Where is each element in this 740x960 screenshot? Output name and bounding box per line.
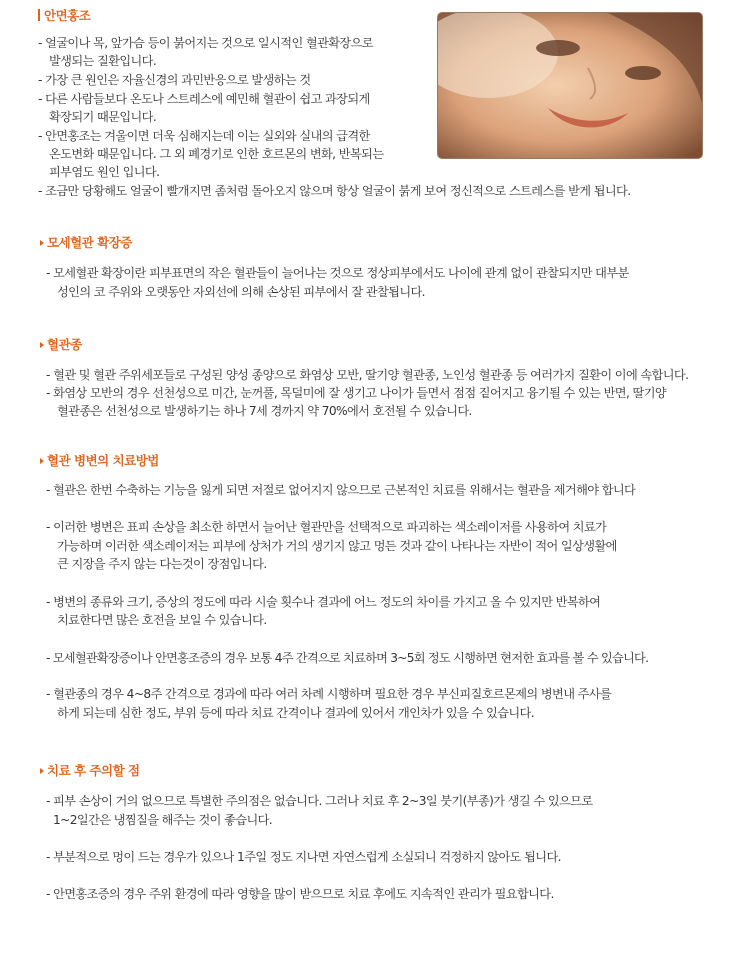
triangle-bullet-icon [40, 240, 44, 246]
text-line: 큰 지장을 주지 않는 다는것이 장점입니다. [57, 557, 267, 571]
section-title-aftercare: 치료 후 주의할 점 [40, 762, 140, 780]
text-line: - 가장 큰 원인은 자율신경의 과민반응으로 발생하는 것 [38, 73, 311, 87]
face-photo [437, 12, 703, 159]
text-line: - 병변의 종류와 크기, 증상의 정도에 따라 시술 횟수나 결과에 어느 정도의 차이를 가지고 올 수 있지만 반복하여 [46, 595, 601, 609]
triangle-bullet-icon [40, 342, 44, 348]
text-line: 온도변화 때문입니다. 그 외 폐경기로 인한 호르몬의 변화, 반복되는 [49, 147, 384, 161]
text-line: 혈관종은 선천성으로 발생하기는 하나 7세 경까지 약 70%에서 호전될 수 있습니다. [57, 404, 472, 418]
text-line: - 모세혈관 확장이란 피부표면의 작은 혈관들이 늘어나는 것으로 정상피부에서도 나이에 관계 없이 관찰되지만 대부분 [46, 266, 629, 280]
text-line: 치료한다면 많은 호전을 보일 수 있습니다. [57, 613, 267, 627]
section-title-telangiectasia: 모세혈관 확장증 [40, 234, 132, 252]
text-line: - 부분적으로 멍이 드는 경우가 있으나 1주일 정도 지나면 자연스럽게 소실되니 걱정하지 않아도 됩니다. [46, 850, 561, 864]
text-line: - 화염상 모반의 경우 선천성으로 미간, 눈꺼풀, 목덜미에 잘 생기고 나이가 들면서 점점 짙어지고 융기될 수 있는 반면, 딸기양 [46, 386, 667, 400]
text-line: - 안면홍조는 겨울이면 더욱 심해지는데 이는 실외와 실내의 급격한 [38, 129, 370, 143]
text-line: 피부염도 원인 입니다. [49, 165, 160, 179]
title-bar-marker [38, 9, 40, 21]
text-line: - 이러한 병변은 표피 손상을 최소한 하면서 늘어난 혈관만을 선택적으로 파괴하는 색소레이저를 사용하여 치료가 [46, 520, 607, 534]
text-line: - 조금만 당황해도 얼굴이 빨개지면 좀처럼 돌아오지 않으며 항상 얼굴이 붉게 보여 정신적으로 스트레스를 받게 됩니다. [38, 184, 631, 198]
text-line: - 혈관종의 경우 4~8주 간격으로 경과에 따라 여러 차례 시행하며 필요한 경우 부신피질호르몬제의 병변내 주사를 [46, 687, 612, 701]
triangle-bullet-icon [40, 768, 44, 774]
section-title-hemangioma: 혈관종 [40, 336, 82, 354]
text-line: - 얼굴이나 목, 앞가슴 등이 붉어지는 것으로 일시적인 혈관확장으로 [38, 36, 373, 50]
section-title-treatment: 혈관 병변의 치료방법 [40, 452, 159, 470]
text-line: - 혈관은 한번 수축하는 기능을 잃게 되면 저절로 없어지지 않으므로 근본적인 치료를 위해서는 혈관을 제거해야 합니다 [46, 483, 636, 497]
text-line: 확장되기 때문입니다. [49, 110, 157, 124]
text-line: 성인의 코 주위와 오랫동안 자외선에 의해 손상된 피부에서 잘 관찰됩니다. [57, 285, 425, 299]
text-line: - 피부 손상이 거의 없으므로 특별한 주의점은 없습니다. 그러나 치료 후 2~3일 붓기(부종)가 생길 수 있으므로 [46, 794, 593, 808]
text-line: 하게 되는데 심한 정도, 부위 등에 따라 치료 간격이나 결과에 있어서 개인차가 있을 수 있습니다. [57, 706, 534, 720]
text-line: 1~2일간은 냉찜질을 해주는 것이 좋습니다. [53, 813, 273, 827]
text-line: - 안면홍조증의 경우 주위 환경에 따라 영향을 많이 받으므로 치료 후에도 지속적인 관리가 필요합니다. [46, 887, 554, 901]
text-line: 가능하며 이러한 색소레이저는 피부에 상처가 거의 생기지 않고 멍든 것과 같이 나타나는 자반이 적어 일상생활에 [57, 539, 617, 553]
section-title-flushing: 안면홍조 [38, 7, 90, 25]
triangle-bullet-icon [40, 458, 44, 464]
text-line: - 혈관 및 혈관 주위세포들로 구성된 양성 종양으로 화염상 모반, 딸기양 혈관종, 노인성 혈관종 등 여러가지 질환이 이에 속합니다. [46, 368, 689, 382]
text-line: - 다른 사람들보다 온도나 스트레스에 예민해 혈관이 쉽고 과장되게 [38, 92, 370, 106]
text-line: - 모세혈관확장증이나 안면홍조증의 경우 보통 4주 간격으로 치료하며 3~5회 정도 시행하면 현저한 효과를 볼 수 있습니다. [46, 651, 649, 665]
face-photo-art [438, 13, 702, 158]
text-line: 발생되는 질환입니다. [49, 54, 157, 68]
